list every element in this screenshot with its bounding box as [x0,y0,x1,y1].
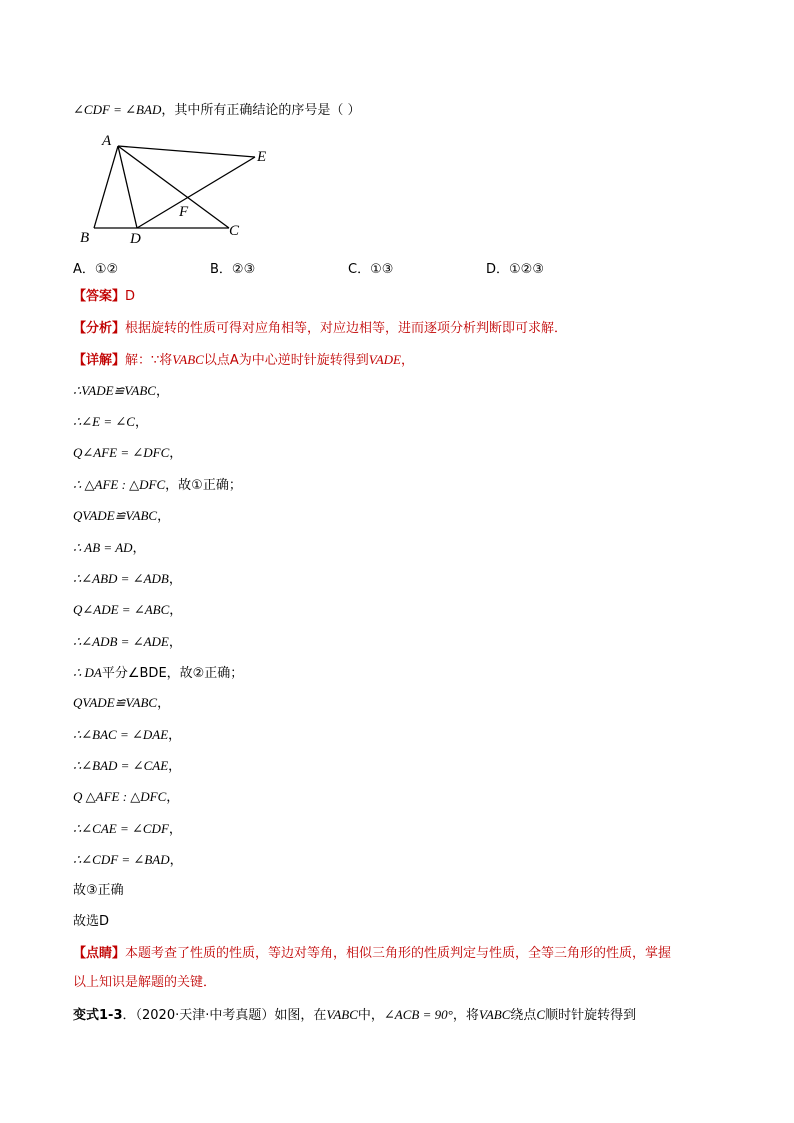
step-math: ∴∠CDF = ∠BAD [73,852,170,867]
step-text: ，故①正确； [165,478,242,493]
comment-line-2: 以上知识是解题的关键． [73,975,217,990]
step-text: ， [168,822,182,837]
detail-step [73,382,169,401]
detail-step [73,664,243,683]
step-text: ， [169,853,183,868]
detail-conclusion: 故③正确 [73,883,124,898]
label-e: E [257,149,267,165]
question-stem [73,101,360,120]
step-math: ∴∠ABD = ∠ADB [73,571,169,586]
step-math: ∴∠ADB = ∠ADE [73,634,169,649]
next-math-1: VABC [326,1007,358,1022]
detail-intro-mid: 以点A为中心逆时针旋转得到 [203,353,369,368]
next-text-4: 绕点 [510,1008,537,1023]
step-math: ∴∠BAD = ∠CAE [73,758,169,773]
detail-intro-math1: VABC [172,352,204,367]
detail-step [73,851,183,870]
label-c: C [229,223,240,239]
detail-step [73,570,182,589]
geometry-figure [75,128,285,248]
step-math: ∴ DA [73,665,102,680]
detail-tag: 【详解】 [73,353,126,368]
step-math: QVADE≌VABC [73,508,158,523]
next-math-2: ∠ACB = 90° [383,1007,453,1022]
detail-step [73,757,181,776]
next-text-5: 顺时针旋转得到 [545,1008,637,1023]
option-c: C．①③ [348,262,394,277]
next-math-3: VABC [478,1007,511,1022]
detail-step [73,820,182,839]
label-a: A [102,133,112,149]
next-text-3: ，将 [452,1008,479,1023]
step-text: ， [157,696,171,711]
analysis-text: 根据旋转的性质可得对应角相等，对应边相等，进而逐项分析判断即可求解． [125,321,568,336]
detail-step [73,507,170,526]
option-a: A．①② [73,262,119,277]
segment-de [137,157,255,228]
detail-step [73,788,179,807]
step-math: Q∠AFE = ∠DFC [73,445,170,460]
step-text: ， [155,384,169,399]
answer-line [73,288,135,306]
analysis-line [73,320,567,338]
detail-choice: 故选D [73,914,110,929]
step-math: ∴∠CAE = ∠CDF [73,821,169,836]
next-text-1: ．（2020·天津·中考真题）如图，在 [122,1008,327,1023]
analysis-tag: 【分析】 [73,321,126,336]
segment-ab [94,146,118,228]
step-math: Q∠ADE = ∠ABC [73,602,170,617]
detail-step [73,413,148,432]
detail-step [73,633,182,652]
stem-text: ，其中所有正确结论的序号是（ ） [161,103,361,118]
option-b: B．②③ [210,262,256,277]
step-math: ∴ △AFE : △DFC [73,477,166,492]
detail-step [73,726,181,745]
detail-step [73,444,182,463]
next-question [73,1006,636,1025]
step-math: ∴ AB = AD [73,540,133,555]
step-math: QVADE≌VABC [73,695,158,710]
step-math: ∴∠BAC = ∠DAE [73,727,169,742]
step-math: Q △AFE : △DFC [73,789,167,804]
step-text: ， [168,728,182,743]
option-d: D．①②③ [486,262,544,277]
step-text: ， [168,635,182,650]
next-label: 变式1-3 [73,1008,123,1023]
step-text: 平分∠BDE，故②正确； [101,666,244,681]
step-text: ， [168,572,182,587]
detail-step [73,539,146,558]
stem-math: ∠CDF = ∠BAD [73,102,162,117]
detail-intro [73,351,414,370]
step-text: ， [134,415,148,430]
step-text: ， [132,541,146,556]
detail-step [73,694,170,713]
detail-step [73,476,242,495]
detail-intro-math2: VADE [368,352,401,367]
comment-text-1: 本题考查了性质的性质，等边对等角，相似三角形的性质判定与性质，全等三角形的性质，掌握 [125,946,672,961]
step-text: ， [166,790,180,805]
segment-ae [118,146,255,157]
label-b: B [80,230,90,246]
step-math: ∴∠E = ∠C [73,414,135,429]
answer-value: D [125,289,136,304]
detail-step [73,601,182,620]
comment-tag: 【点睛】 [73,946,126,961]
next-text-2: 中， [357,1008,384,1023]
detail-intro-end: ， [400,353,414,368]
detail-intro-text: 解：∵将 [125,353,173,368]
answer-tag: 【答案】 [73,289,126,304]
label-d: D [130,231,141,247]
comment-line-1 [73,945,671,963]
next-math-4: C [536,1007,546,1022]
label-f: F [179,204,189,220]
step-text: ， [169,446,183,461]
step-text: ， [169,603,183,618]
step-text: ， [157,509,171,524]
step-text: ， [168,759,182,774]
step-math: ∴VADE≌VABC [73,383,156,398]
